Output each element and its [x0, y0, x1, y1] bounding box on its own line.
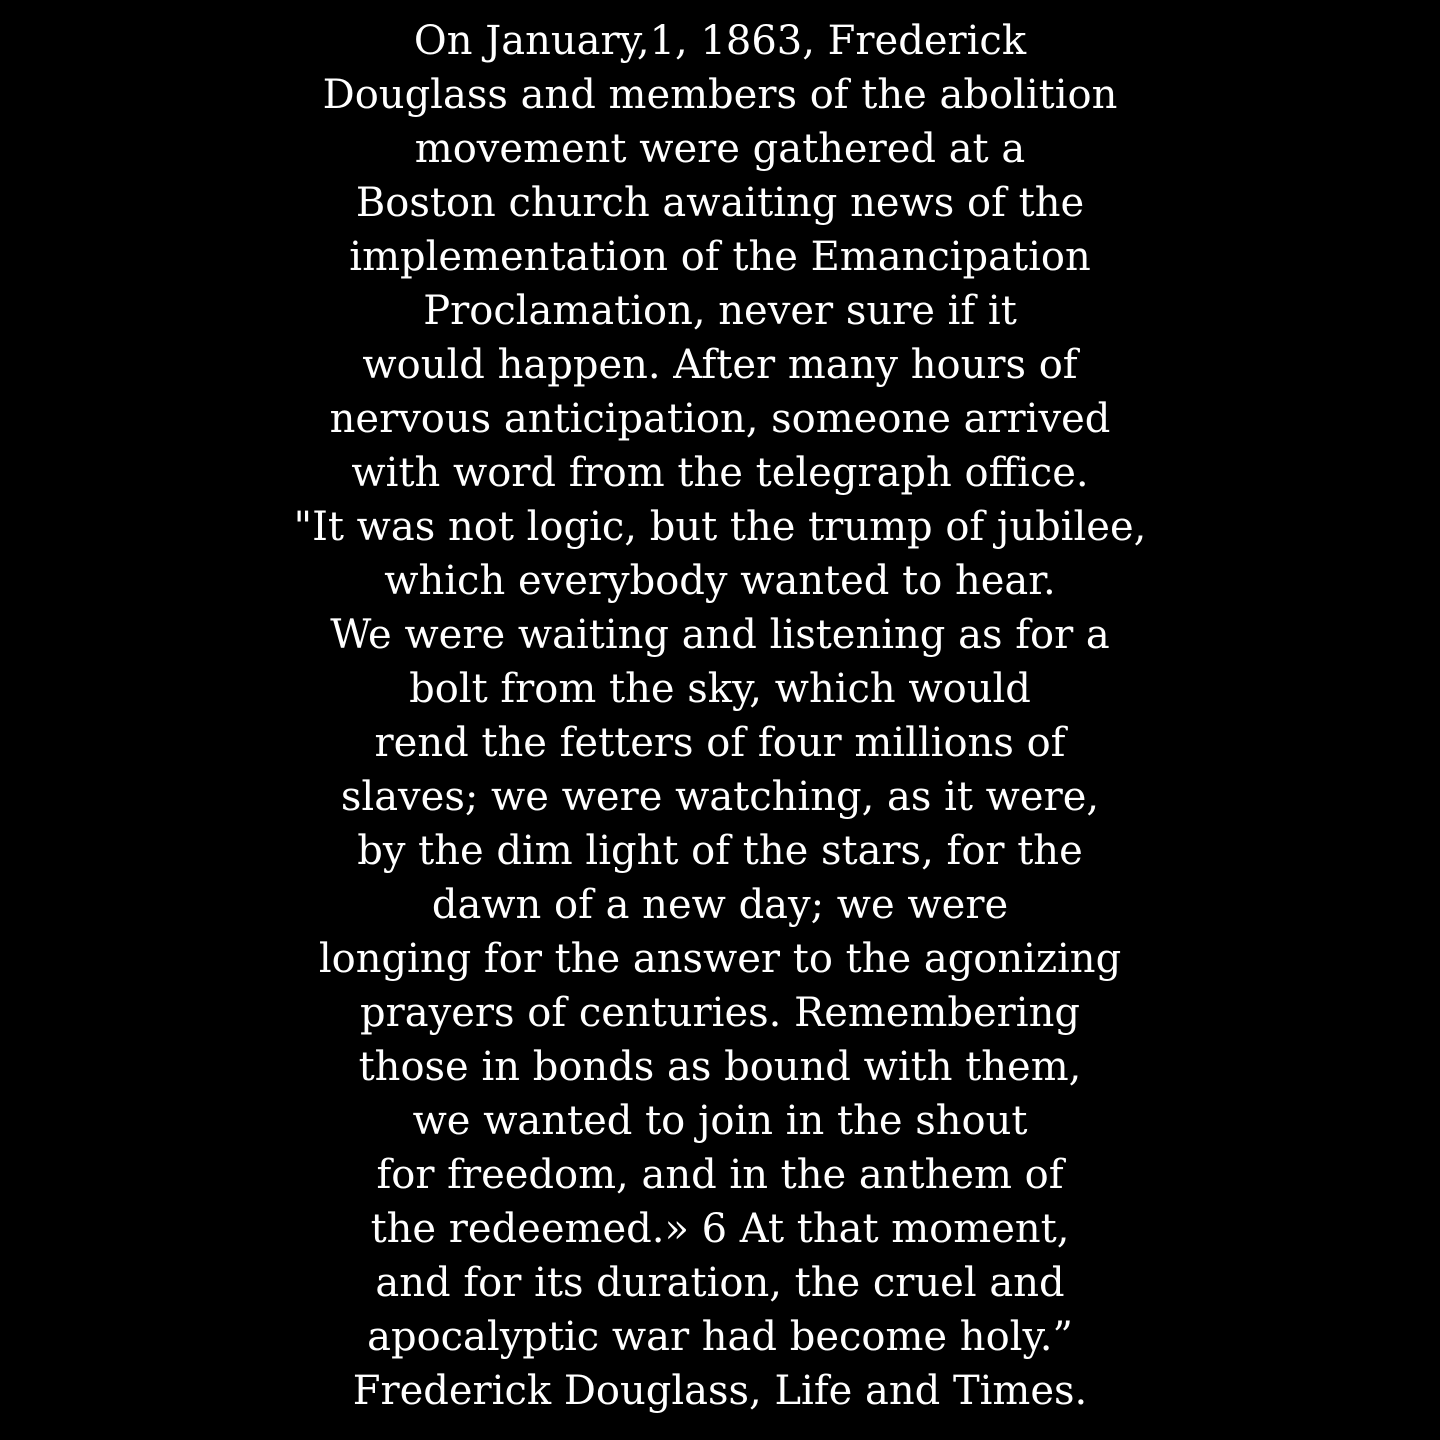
quote-passage — [0, 14, 1440, 1418]
quote-line: we wanted to join in the shout — [412, 1098, 1028, 1144]
attribution-line: Frederick Douglass, Life and Times. — [352, 1368, 1088, 1414]
passage-line: implementation of the Emancipation — [349, 234, 1091, 280]
passage-line: Douglass and members of the abolition — [322, 72, 1118, 118]
quote-line: prayers of centuries. Remembering — [360, 990, 1080, 1036]
quote-line: which everybody wanted to hear. — [384, 558, 1056, 604]
quote-line: longing for the answer to the agonizing — [318, 936, 1122, 982]
quote-line: dawn of a new day; we were — [431, 882, 1009, 928]
quote-line: those in bonds as bound with them, — [358, 1044, 1082, 1090]
quote-line: the redeemed.» 6 At that moment, — [370, 1206, 1070, 1252]
quote-line: "It was not logic, but the trump of jubilee, — [293, 504, 1147, 550]
passage-line: movement were gathered at a — [414, 126, 1026, 172]
passage-line: nervous anticipation, someone arrived — [329, 396, 1111, 442]
quote-line: by the dim light of the stars, for the — [357, 828, 1083, 874]
passage-line: Proclamation, never sure if it — [423, 288, 1017, 334]
quote-line: rend the fetters of four millions of — [374, 720, 1066, 766]
passage-line: with word from the telegraph office. — [351, 450, 1089, 496]
passage-line: would happen. After many hours of — [362, 342, 1078, 388]
quote-line: apocalyptic war had become holy.” — [367, 1314, 1073, 1360]
quote-line: slaves; we were watching, as it were, — [340, 774, 1100, 820]
quote-line: bolt from the sky, which would — [409, 666, 1031, 712]
quote-line: for freedom, and in the anthem of — [376, 1152, 1064, 1198]
quote-line: and for its duration, the cruel and — [375, 1260, 1065, 1306]
passage-line: On January,1, 1863, Frederick — [413, 18, 1027, 64]
quote-line: We were waiting and listening as for a — [330, 612, 1110, 658]
passage-line: Boston church awaiting news of the — [355, 180, 1085, 226]
